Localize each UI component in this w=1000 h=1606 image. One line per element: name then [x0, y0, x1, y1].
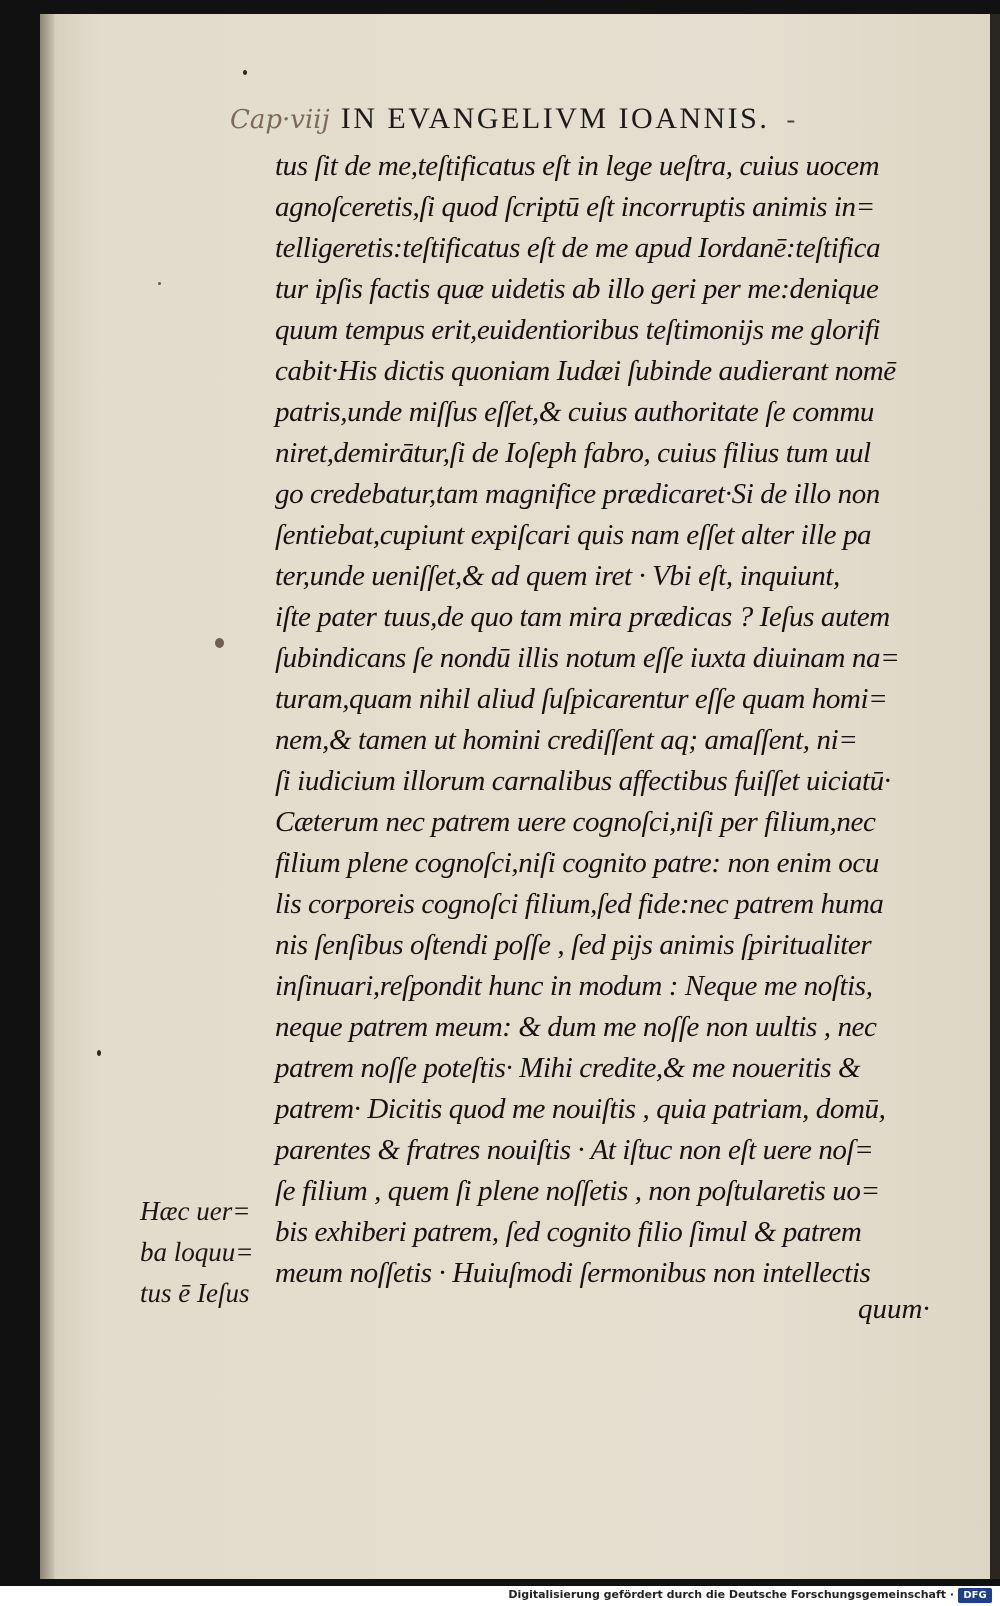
- text-line: meum noſſetis · Huiuſmodi ſermonibus non intellectis: [275, 1257, 871, 1289]
- text-line: patris,unde miſſus eſſet,& cuius authoritate ſe commu: [275, 396, 875, 428]
- text-line: turam,quam nihil aliud ſuſpicarentur eſſe quam homi=: [275, 683, 888, 715]
- text-line: nem,& tamen ut homini crediſſent aq; amaſſent, ni=: [275, 724, 858, 756]
- page-title: IN EVANGELIVM IOANNIS.: [340, 102, 770, 135]
- text-line: bis exhiberi patrem, ſed cognito filio ſimul & patrem: [275, 1216, 862, 1248]
- catchword: quum·: [858, 1293, 930, 1325]
- text-line: filium plene cognoſci,niſi cognito patre: non enim ocu: [275, 847, 879, 879]
- text-line: iſte pater tuus,de quo tam mira prædicas ? Ieſus autem: [275, 601, 890, 633]
- text-line: lis corporeis cognoſci filium,ſed fide:nec patrem huma: [275, 888, 884, 920]
- footer-bar: [0, 1586, 1000, 1606]
- text-line: agnoſceretis,ſi quod ſcriptū eſt incorruptis animis in=: [275, 191, 875, 223]
- text-line: patrem noſſe poteſtis· Mihi credite,& me noueritis &: [275, 1052, 861, 1084]
- funding-credit: Digitalisierung gefördert durch die Deutsche Forschungsgemeinschaft ·: [508, 1588, 954, 1601]
- text-line: parentes & fratres nouiſtis · At iſtuc non eſt uere noſ=: [275, 1134, 874, 1166]
- text-line: neque patrem meum: & dum me noſſe non uultis , nec: [275, 1011, 877, 1043]
- main-text-block: [275, 146, 940, 1294]
- text-line: ſi iudicium illorum carnalibus affectibus fuiſſet uiciatū·: [275, 765, 891, 797]
- ink-speck: [215, 638, 224, 648]
- text-line: cabit·His dictis quoniam Iudæi ſubinde audierant nomē: [275, 355, 896, 387]
- text-line: ter,unde ueniſſet,& ad quem iret · Vbi eſt, inquiunt,: [275, 560, 840, 592]
- text-line: inſinuari,reſpondit hunc in modum : Neque me noſtis,: [275, 970, 873, 1002]
- text-line: patrem· Dicitis quod me nouiſtis , quia patriam, domū,: [275, 1093, 886, 1125]
- dfg-logo: DFG: [958, 1588, 992, 1603]
- page-gutter-shadow: [40, 14, 54, 1579]
- marginal-note-line: ba loquu=: [140, 1237, 254, 1267]
- marginal-note: [140, 1191, 270, 1314]
- text-line: tur ipſis factis quæ uidetis ab illo geri per me:denique: [275, 273, 879, 305]
- ink-speck: [97, 1050, 101, 1056]
- text-line: go credebatur,tam magnifice prædicaret·Si de illo non: [275, 478, 880, 510]
- text-line: tus ſit de me,teſtificatus eſt in lege ueſtra, cuius uocem: [275, 150, 880, 182]
- text-line: telligeretis:teſtificatus eſt de me apud Iordanē:teſtifica: [275, 232, 881, 264]
- header-dash: -: [786, 105, 796, 134]
- text-line: niret,demirātur,ſi de Ioſeph fabro, cuius filius tum uul: [275, 437, 871, 469]
- text-line: Cæterum nec patrem uere cognoſci,niſi per filium,nec: [275, 806, 876, 838]
- text-line: nis ſenſibus oſtendi poſſe , ſed pijs animis ſpiritualiter: [275, 929, 872, 961]
- text-line: ſubindicans ſe nondū illis notum eſſe iuxta diuinam na=: [275, 642, 900, 674]
- text-line: quum tempus erit,euidentioribus teſtimonijs me glorifi: [275, 314, 881, 346]
- handwritten-chapter-note: Cap·viij: [230, 105, 330, 135]
- marginal-note-line: tus ē Ieſus: [140, 1278, 250, 1308]
- text-line: ſe filium , quem ſi plene noſſetis , non poſtularetis uo=: [275, 1175, 880, 1207]
- text-line: ſentiebat,cupiunt expiſcari quis nam eſſet alter ille pa: [275, 519, 872, 551]
- ink-speck: [158, 282, 161, 285]
- running-head: [230, 102, 870, 142]
- page-right-edge: [990, 14, 1000, 1579]
- ink-speck: [243, 70, 247, 75]
- marginal-note-line: Hæc uer=: [140, 1196, 251, 1226]
